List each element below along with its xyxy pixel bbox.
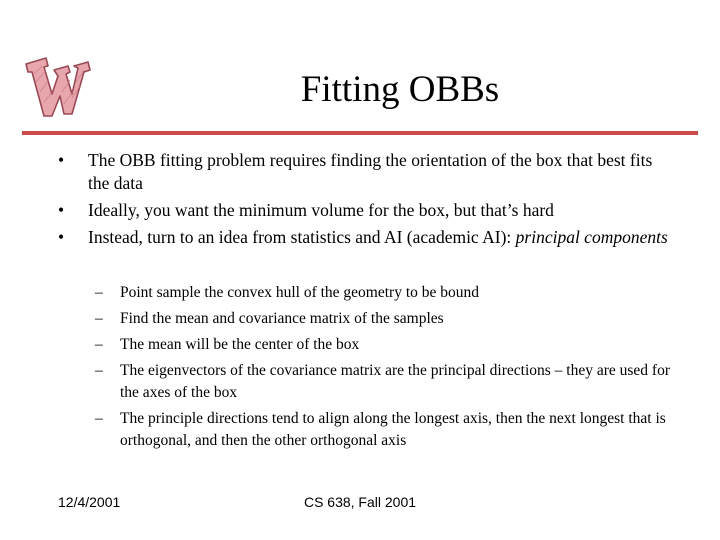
dash-marker: – bbox=[95, 284, 103, 301]
subbullet-text: The principle directions tend to align along the longest axis, then the next longest that is orthogonal, and then the other orthogonal axis bbox=[120, 410, 666, 449]
dash-marker: – bbox=[95, 310, 103, 327]
slide-title: Fitting OBBs bbox=[300, 69, 500, 110]
bullet-text: Ideally, you want the minimum volume for the box, but that’s hard bbox=[88, 200, 554, 220]
bullet-marker: • bbox=[58, 200, 65, 220]
subbullet-item bbox=[95, 282, 685, 304]
bullet-text: Instead, turn to an idea from statistics and AI (academic AI): bbox=[88, 227, 516, 247]
footer-date: 12/4/2001 bbox=[58, 494, 121, 510]
dash-marker: – bbox=[95, 336, 103, 353]
subbullet-text: Point sample the convex hull of the geometry to be bound bbox=[120, 284, 480, 301]
bullet-item bbox=[58, 226, 678, 249]
dash-marker: – bbox=[95, 362, 103, 379]
bullet-italic-text: principal components bbox=[515, 227, 668, 247]
bullet-text: The OBB fitting problem requires finding the orientation of the box that best fits the data bbox=[88, 150, 653, 193]
bullet-item bbox=[58, 199, 678, 222]
subbullet-item bbox=[95, 334, 685, 356]
bullet-marker: • bbox=[58, 227, 65, 247]
bullet-list bbox=[58, 149, 678, 253]
subbullet-text: The mean will be the center of the box bbox=[120, 336, 360, 353]
subbullet-item bbox=[95, 360, 685, 404]
subbullet-list bbox=[95, 282, 685, 456]
motion-w-logo bbox=[22, 52, 94, 122]
subbullet-item bbox=[95, 408, 685, 452]
subbullet-text: The eigenvectors of the covariance matrix are the principal directions – they are used for the axes of the box bbox=[120, 362, 671, 401]
subbullet-item bbox=[95, 308, 685, 330]
title-rule bbox=[22, 131, 698, 135]
bullet-item bbox=[58, 149, 678, 195]
footer-course: CS 638, Fall 2001 bbox=[303, 494, 417, 510]
bullet-marker: • bbox=[58, 150, 65, 170]
subbullet-text: Find the mean and covariance matrix of the samples bbox=[120, 310, 444, 327]
dash-marker: – bbox=[95, 410, 103, 427]
